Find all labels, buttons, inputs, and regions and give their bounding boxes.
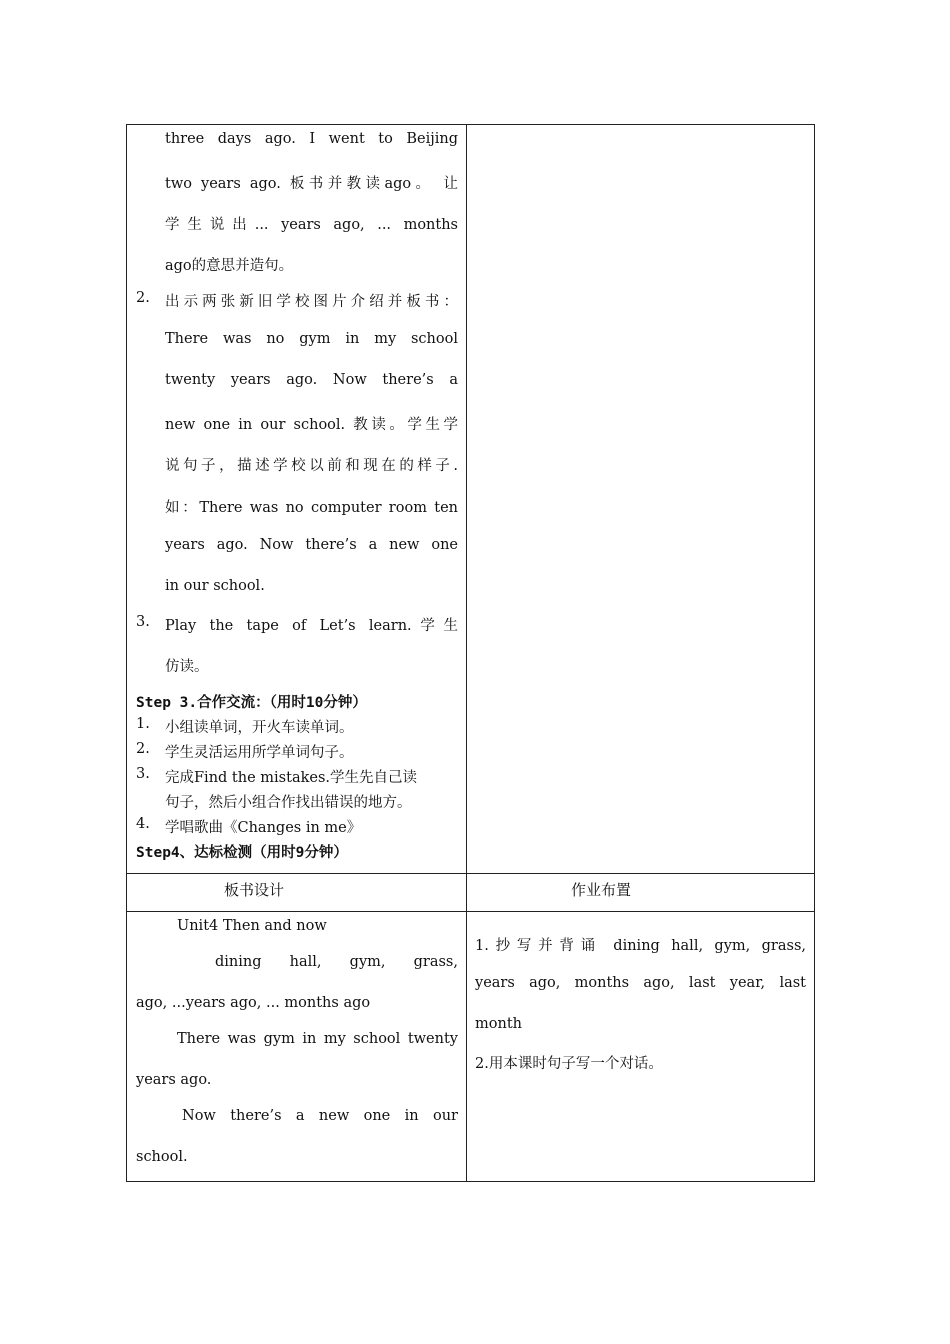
procedure-line: 说句子，描述学校以前和现在的样子. [165, 458, 458, 474]
homework-header: 作业布置 [570, 881, 631, 899]
row-divider [127, 873, 814, 874]
procedure-line: two years ago. 板书并教读ago。 让 [165, 176, 458, 192]
procedure-line: three days ago. I went to Beijing [165, 131, 458, 147]
list-number: 3. [136, 614, 150, 630]
board-line: dining hall, gym, grass, [215, 954, 458, 970]
procedure-line: new one in our school. 教读。学生学 [165, 417, 458, 433]
list-number: 2. [136, 290, 150, 306]
procedure-line: 如：There was no computer room ten [165, 500, 458, 516]
step4-heading: Step4、达标检测（用时9分钟） [136, 845, 348, 861]
notes-cell [467, 125, 814, 873]
homework-line: years ago, months ago, last year, last [475, 975, 806, 991]
board-line: school. [136, 1149, 188, 1165]
procedure-line: There was no gym in my school [165, 331, 458, 347]
procedure-line: 学唱歌曲《Changes in me》 [165, 820, 362, 836]
procedure-line: 出示两张新旧学校图片介绍并板书： [165, 294, 458, 310]
homework-line: 1.抄写并背诵 dining hall, gym, grass, [475, 938, 806, 954]
procedure-line: 句子，然后小组合作找出错误的地方。 [165, 795, 412, 811]
procedure-line: in our school. [165, 578, 265, 594]
list-number: 3. [136, 766, 150, 782]
step3-heading: Step 3.合作交流：（用时10分钟） [136, 695, 367, 711]
board-design-cell [127, 912, 466, 1181]
procedure-line: Play the tape of Let’s learn.学生 [165, 618, 458, 634]
board-line: Now there’s a new one in our [182, 1108, 458, 1124]
procedure-line: 完成Find the mistakes.学生先自己读 [165, 770, 418, 786]
lesson-plan-table [126, 124, 815, 1182]
procedure-line: 仿读。 [165, 659, 209, 675]
board-line: ago, ...years ago, ... months ago [136, 995, 371, 1011]
procedure-line: twenty years ago. Now there’s a [165, 372, 458, 388]
homework-line: month [475, 1016, 522, 1032]
board-line: There was gym in my school twenty [177, 1031, 458, 1047]
procedure-cell [127, 125, 466, 873]
list-number: 1. [136, 716, 150, 732]
list-number: 4. [136, 816, 150, 832]
list-number: 2. [136, 741, 150, 757]
procedure-line: 学生说出... years ago, ... months [165, 217, 458, 233]
homework-cell [467, 912, 814, 1181]
procedure-line: 小组读单词，开火车读单词。 [165, 720, 354, 736]
procedure-line: ago的意思并造句。 [165, 258, 294, 274]
procedure-line: 学生灵活运用所学单词句子。 [165, 745, 354, 761]
board-title: Unit4 Then and now [177, 918, 327, 934]
board-line: years ago. [136, 1072, 212, 1088]
procedure-line: years ago. Now there’s a new one [165, 537, 458, 553]
homework-line: 2.用本课时句子写一个对话。 [475, 1056, 663, 1072]
board-design-header: 板书设计 [223, 881, 284, 899]
